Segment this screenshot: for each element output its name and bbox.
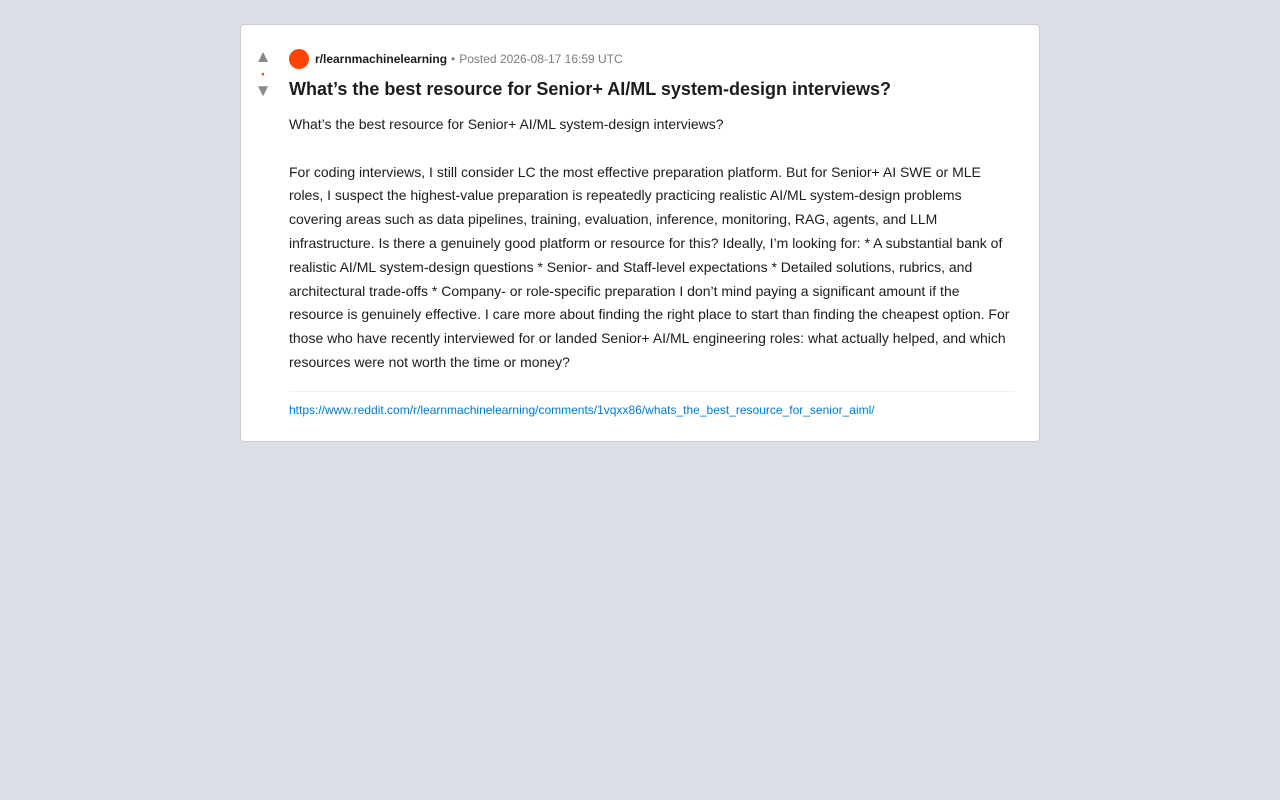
post-footer: [289, 391, 1015, 419]
post-permalink[interactable]: https://www.reddit.com/r/learnmachinelearning/comments/1vqxx86/whats_the_best_resource_for_senior_aiml/: [289, 402, 875, 417]
post-body-main: For coding interviews, I still consider LC the most effective preparation platform. But for Senior+ AI SWE or MLE roles, I suspect the highest-value preparation is repeatedly practicing realistic AI/ML system-design problems covering areas such as data pipelines, training, evaluation, inference, monitoring, RAG, agents, and LLM infrastructure. Is there a genuinely good platform or resource for this? Ideally, I’m looking for: * A substantial bank of realistic AI/ML system-design questions * Senior- and Staff-level expectations * Detailed solutions, rubrics, and architectural trade-offs * Company- or role-specific preparation I don’t mind paying a significant amount if the resource is genuinely effective. I care more about finding the right place to start than finding the cheapest option. For those who have recently interviewed for or landed Senior+ AI/ML engineering roles: what actually helped, and which resources were not worth the time or money?: [289, 163, 1010, 370]
post-card: [240, 24, 1040, 442]
vote-column: [241, 47, 285, 101]
post-body-intro: What’s the best resource for Senior+ AI/ML system-design interviews?: [289, 116, 724, 132]
post-timestamp: Posted 2026-08-17 16:59 UTC: [459, 52, 623, 66]
subreddit-name[interactable]: r/learnmachinelearning: [315, 52, 448, 66]
meta-separator: •: [451, 52, 456, 66]
post-meta: [289, 49, 1015, 69]
subreddit-avatar-icon[interactable]: [289, 49, 309, 69]
post-title[interactable]: What’s the best resource for Senior+ AI/ML system-design interviews?: [289, 79, 891, 99]
post-body: [289, 113, 1015, 375]
post-content: [289, 49, 1015, 419]
upvote-arrow-icon[interactable]: ▲: [254, 47, 272, 66]
vote-score: •: [261, 69, 265, 79]
downvote-arrow-icon[interactable]: ▼: [254, 81, 272, 100]
paragraph-gap: [289, 137, 1015, 161]
